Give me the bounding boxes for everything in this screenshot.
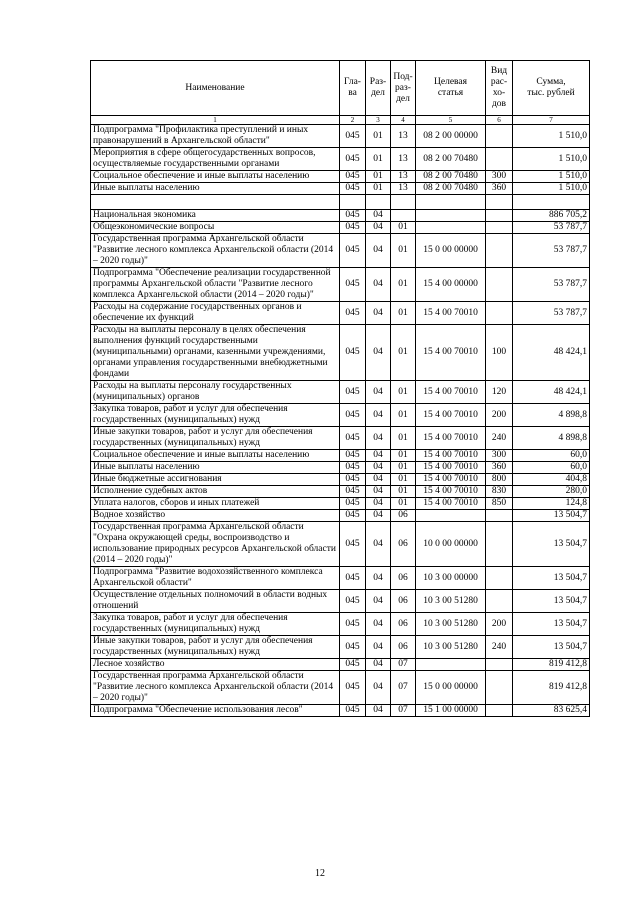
column-number: 5 [416, 116, 486, 125]
row-razdel: 04 [366, 522, 391, 567]
row-target: 15 4 00 00000 [416, 268, 486, 302]
row-podrazdel: 07 [391, 659, 416, 671]
table-row [91, 195, 590, 210]
row-sum: 1 510,0 [513, 125, 590, 148]
row-glava: 045 [340, 325, 366, 381]
row-name: Иные выплаты населению [91, 183, 340, 195]
row-sum: 280,0 [513, 486, 590, 498]
row-glava: 045 [340, 450, 366, 462]
row-podrazdel [391, 210, 416, 222]
row-sum: 13 504,7 [513, 567, 590, 590]
row-podrazdel: 01 [391, 302, 416, 325]
row-name: Иные бюджетные ассигнования [91, 474, 340, 486]
row-razdel: 04 [366, 671, 391, 705]
table-row [91, 486, 590, 498]
row-target: 15 4 00 70010 [416, 486, 486, 498]
row-target: 15 4 00 70010 [416, 381, 486, 404]
row-name: Социальное обеспечение и иные выплаты населению [91, 450, 340, 462]
row-target: 10 3 00 51280 [416, 613, 486, 636]
row-sum: 83 625,4 [513, 705, 590, 717]
row-glava: 045 [340, 613, 366, 636]
table-row [91, 671, 590, 705]
row-glava: 045 [340, 671, 366, 705]
row-sum: 4 898,8 [513, 404, 590, 427]
row-name: Иные закупки товаров, работ и услуг для обеспечения государственных (муниципальных) нужд [91, 427, 340, 450]
row-name: Закупка товаров, работ и услуг для обеспечения государственных (муниципальных) нужд [91, 404, 340, 427]
column-number: 6 [486, 116, 513, 125]
row-vid [486, 659, 513, 671]
row-sum: 53 787,7 [513, 268, 590, 302]
row-glava: 045 [340, 567, 366, 590]
row-razdel: 04 [366, 404, 391, 427]
row-name: Подпрограмма "Профилактика преступлений и иных правонарушений в Архангельской области" [91, 125, 340, 148]
row-target [416, 659, 486, 671]
row-glava: 045 [340, 302, 366, 325]
column-number: 4 [391, 116, 416, 125]
row-sum: 1 510,0 [513, 171, 590, 183]
row-podrazdel: 13 [391, 171, 416, 183]
row-podrazdel: 06 [391, 522, 416, 567]
row-glava: 045 [340, 427, 366, 450]
row-target: 15 4 00 70010 [416, 427, 486, 450]
table-row [91, 498, 590, 510]
row-sum: 53 787,7 [513, 222, 590, 234]
row-target: 15 4 00 70010 [416, 498, 486, 510]
row-vid: 800 [486, 474, 513, 486]
row-name: Национальная экономика [91, 210, 340, 222]
row-podrazdel: 01 [391, 222, 416, 234]
row-vid [486, 302, 513, 325]
row-name: Подпрограмма "Обеспечение реализации государственной программы Архангельской области "Развитие лесного комплекса Архангельской области (2014 – 2020 годы)" [91, 268, 340, 302]
row-podrazdel: 01 [391, 462, 416, 474]
row-vid: 360 [486, 462, 513, 474]
row-razdel: 04 [366, 210, 391, 222]
column-number: 2 [340, 116, 366, 125]
table-row [91, 659, 590, 671]
row-sum [513, 195, 590, 210]
row-podrazdel: 01 [391, 486, 416, 498]
row-razdel: 01 [366, 171, 391, 183]
row-target: 08 2 00 70480 [416, 148, 486, 171]
table-row [91, 636, 590, 659]
row-glava: 045 [340, 148, 366, 171]
row-glava: 045 [340, 381, 366, 404]
row-podrazdel: 13 [391, 148, 416, 171]
row-target: 15 1 00 00000 [416, 705, 486, 717]
row-razdel: 04 [366, 427, 391, 450]
row-glava: 045 [340, 210, 366, 222]
table-row [91, 450, 590, 462]
row-target: 15 4 00 70010 [416, 474, 486, 486]
row-vid [486, 510, 513, 522]
row-vid [486, 234, 513, 268]
row-razdel: 04 [366, 222, 391, 234]
row-razdel: 04 [366, 498, 391, 510]
row-podrazdel: 06 [391, 567, 416, 590]
row-sum: 13 504,7 [513, 522, 590, 567]
row-podrazdel: 06 [391, 613, 416, 636]
table-row [91, 234, 590, 268]
table-row [91, 522, 590, 567]
row-vid: 120 [486, 381, 513, 404]
row-razdel: 04 [366, 474, 391, 486]
row-sum: 124,8 [513, 498, 590, 510]
row-sum: 53 787,7 [513, 302, 590, 325]
row-glava: 045 [340, 636, 366, 659]
row-sum: 13 504,7 [513, 613, 590, 636]
table-row [91, 325, 590, 381]
row-name: Общеэкономические вопросы [91, 222, 340, 234]
row-sum: 819 412,8 [513, 659, 590, 671]
row-razdel: 04 [366, 462, 391, 474]
row-target: 15 4 00 70010 [416, 462, 486, 474]
row-vid [486, 125, 513, 148]
row-target: 08 2 00 70480 [416, 171, 486, 183]
row-vid: 300 [486, 171, 513, 183]
row-razdel: 01 [366, 183, 391, 195]
row-razdel: 04 [366, 659, 391, 671]
row-sum: 13 504,7 [513, 590, 590, 613]
header-row [91, 61, 590, 116]
row-podrazdel: 01 [391, 474, 416, 486]
row-name: Закупка товаров, работ и услуг для обеспечения государственных (муниципальных) нужд [91, 613, 340, 636]
table-row [91, 613, 590, 636]
row-target: 15 4 00 70010 [416, 404, 486, 427]
row-sum: 886 705,2 [513, 210, 590, 222]
row-vid: 300 [486, 450, 513, 462]
row-glava: 045 [340, 474, 366, 486]
row-vid [486, 268, 513, 302]
row-glava: 045 [340, 705, 366, 717]
row-glava: 045 [340, 125, 366, 148]
row-name: Расходы на выплаты персоналу государственных (муниципальных) органов [91, 381, 340, 404]
row-target: 08 2 00 00000 [416, 125, 486, 148]
row-glava: 045 [340, 171, 366, 183]
row-glava: 045 [340, 268, 366, 302]
row-vid [486, 705, 513, 717]
row-podrazdel: 06 [391, 590, 416, 613]
table-row [91, 302, 590, 325]
page-number: 12 [315, 868, 325, 879]
row-name: Социальное обеспечение и иные выплаты населению [91, 171, 340, 183]
row-podrazdel: 01 [391, 234, 416, 268]
row-sum: 819 412,8 [513, 671, 590, 705]
row-vid: 830 [486, 486, 513, 498]
table-row [91, 705, 590, 717]
row-glava: 045 [340, 404, 366, 427]
row-target: 15 4 00 70010 [416, 302, 486, 325]
row-podrazdel: 13 [391, 183, 416, 195]
row-podrazdel: 01 [391, 498, 416, 510]
row-glava: 045 [340, 659, 366, 671]
row-name: Государственная программа Архангельской области "Охрана окружающей среды, воспроизводство и использование природных ресурсов Архангельской области (2014 – 2020 годы)" [91, 522, 340, 567]
row-razdel: 04 [366, 302, 391, 325]
row-glava: 045 [340, 498, 366, 510]
row-target: 15 4 00 70010 [416, 450, 486, 462]
table-row [91, 268, 590, 302]
row-target [416, 210, 486, 222]
row-razdel: 04 [366, 268, 391, 302]
row-sum: 4 898,8 [513, 427, 590, 450]
row-glava [340, 195, 366, 210]
row-sum: 60,0 [513, 462, 590, 474]
row-target: 15 0 00 00000 [416, 671, 486, 705]
table-row [91, 404, 590, 427]
table-row [91, 510, 590, 522]
budget-table [90, 60, 590, 717]
column-number: 1 [91, 116, 340, 125]
row-vid [486, 671, 513, 705]
row-razdel: 04 [366, 510, 391, 522]
row-vid [486, 148, 513, 171]
row-vid: 100 [486, 325, 513, 381]
row-target [416, 222, 486, 234]
row-podrazdel: 13 [391, 125, 416, 148]
table-row [91, 590, 590, 613]
row-glava: 045 [340, 183, 366, 195]
row-podrazdel: 01 [391, 404, 416, 427]
row-sum: 60,0 [513, 450, 590, 462]
row-sum: 404,8 [513, 474, 590, 486]
table-row [91, 567, 590, 590]
row-name: Государственная программа Архангельской области "Развитие лесного комплекса Архангельской области (2014 – 2020 годы)" [91, 671, 340, 705]
row-target: 10 3 00 51280 [416, 590, 486, 613]
table-row [91, 462, 590, 474]
row-razdel: 01 [366, 148, 391, 171]
row-vid [486, 522, 513, 567]
row-sum: 48 424,1 [513, 381, 590, 404]
row-name: Подпрограмма "Обеспечение использования лесов" [91, 705, 340, 717]
row-sum: 53 787,7 [513, 234, 590, 268]
table-row [91, 381, 590, 404]
table-row [91, 222, 590, 234]
row-target: 10 0 00 00000 [416, 522, 486, 567]
row-razdel: 04 [366, 381, 391, 404]
row-target: 15 0 00 00000 [416, 234, 486, 268]
row-vid [486, 195, 513, 210]
row-name: Лесное хозяйство [91, 659, 340, 671]
row-name: Уплата налогов, сборов и иных платежей [91, 498, 340, 510]
table-row [91, 427, 590, 450]
row-vid [486, 210, 513, 222]
row-podrazdel [391, 195, 416, 210]
row-glava: 045 [340, 486, 366, 498]
table-row [91, 171, 590, 183]
row-razdel: 04 [366, 234, 391, 268]
header-podrazdel: Под- раз- дел [391, 61, 416, 116]
row-target: 08 2 00 70480 [416, 183, 486, 195]
row-razdel: 04 [366, 590, 391, 613]
row-podrazdel: 06 [391, 636, 416, 659]
header-target: Целевая статья [416, 61, 486, 116]
row-razdel: 04 [366, 450, 391, 462]
row-glava: 045 [340, 222, 366, 234]
row-razdel: 04 [366, 567, 391, 590]
row-vid [486, 222, 513, 234]
row-target [416, 195, 486, 210]
row-razdel [366, 195, 391, 210]
row-name [91, 195, 340, 210]
column-number: 7 [513, 116, 590, 125]
row-glava: 045 [340, 462, 366, 474]
row-target: 10 3 00 00000 [416, 567, 486, 590]
row-name: Расходы на выплаты персоналу в целях обеспечения выполнения функций государственными (муниципальными) органами, казенными учреждениями, органами управления государственными внебюджетными фондами [91, 325, 340, 381]
row-sum: 13 504,7 [513, 510, 590, 522]
row-name: Расходы на содержание государственных органов и обеспечение их функций [91, 302, 340, 325]
row-razdel: 04 [366, 486, 391, 498]
row-podrazdel: 07 [391, 705, 416, 717]
row-name: Мероприятия в сфере общегосударственных вопросов, осуществляемые государственными органами [91, 148, 340, 171]
row-podrazdel: 06 [391, 510, 416, 522]
row-razdel: 04 [366, 636, 391, 659]
row-sum: 1 510,0 [513, 183, 590, 195]
row-name: Иные закупки товаров, работ и услуг для обеспечения государственных (муниципальных) нужд [91, 636, 340, 659]
row-sum: 48 424,1 [513, 325, 590, 381]
row-podrazdel: 07 [391, 671, 416, 705]
table-row [91, 183, 590, 195]
header-name: Наименование [91, 61, 340, 116]
row-vid: 360 [486, 183, 513, 195]
row-name: Водное хозяйство [91, 510, 340, 522]
row-sum: 13 504,7 [513, 636, 590, 659]
row-sum: 1 510,0 [513, 148, 590, 171]
table-body [91, 125, 590, 717]
row-name: Осуществление отдельных полномочий в области водных отношений [91, 590, 340, 613]
row-name: Подпрограмма "Развитие водохозяйственного комплекса Архангельской области" [91, 567, 340, 590]
row-vid [486, 590, 513, 613]
row-podrazdel: 01 [391, 268, 416, 302]
row-glava: 045 [340, 590, 366, 613]
row-glava: 045 [340, 234, 366, 268]
row-name: Иные выплаты населению [91, 462, 340, 474]
row-name: Исполнение судебных актов [91, 486, 340, 498]
row-vid [486, 567, 513, 590]
row-razdel: 01 [366, 125, 391, 148]
column-number-row [91, 116, 590, 125]
header-razdel: Раз- дел [366, 61, 391, 116]
row-podrazdel: 01 [391, 325, 416, 381]
row-podrazdel: 01 [391, 381, 416, 404]
header-glava: Гла- ва [340, 61, 366, 116]
table-row [91, 125, 590, 148]
row-target: 10 3 00 51280 [416, 636, 486, 659]
column-number: 3 [366, 116, 391, 125]
row-podrazdel: 01 [391, 427, 416, 450]
row-glava: 045 [340, 510, 366, 522]
row-name: Государственная программа Архангельской области "Развитие лесного комплекса Архангельской области (2014 – 2020 годы)" [91, 234, 340, 268]
row-vid: 850 [486, 498, 513, 510]
table-row [91, 210, 590, 222]
row-glava: 045 [340, 522, 366, 567]
row-razdel: 04 [366, 325, 391, 381]
row-vid: 240 [486, 636, 513, 659]
row-target: 15 4 00 70010 [416, 325, 486, 381]
row-razdel: 04 [366, 613, 391, 636]
row-vid: 200 [486, 404, 513, 427]
row-podrazdel: 01 [391, 450, 416, 462]
header-vid: Вид рас- хо- дов [486, 61, 513, 116]
row-vid: 240 [486, 427, 513, 450]
table-row [91, 148, 590, 171]
table-row [91, 474, 590, 486]
row-razdel: 04 [366, 705, 391, 717]
header-sum: Сумма, тыс. рублей [513, 61, 590, 116]
row-target [416, 510, 486, 522]
row-vid: 200 [486, 613, 513, 636]
